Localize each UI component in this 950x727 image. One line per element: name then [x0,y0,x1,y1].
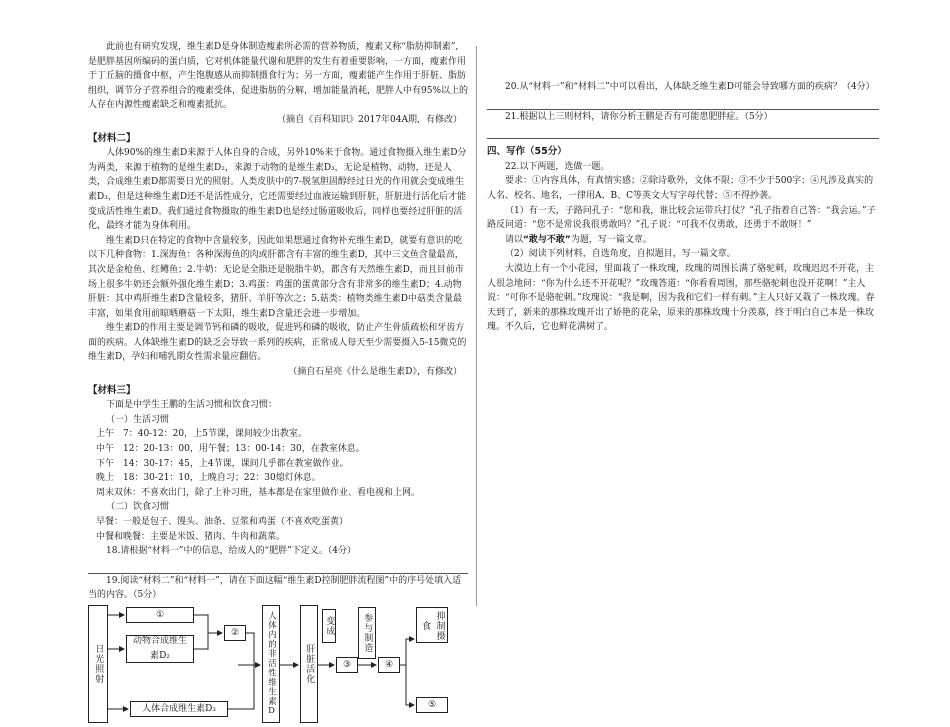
schedule-morning: 上午 7：40-12：20，上5节课，课间较少出教室。 [96,429,307,440]
flow-participate: 参与制造 [358,607,376,659]
writing-requirements: 要求：①内容具体，有真情实感；②除诗歌外，文体不限；③不少于500字；④凡涉及真实的人名、校名、地名，一律用A、B、C等英文大写字母代替；⑤不得抄袭。 [487,176,874,201]
flow-inactive-vitamin-d: 人体内的非活性维生素D [262,605,280,723]
schedule-weekend: 周末双休：不喜欢出门，除了上补习班，基本都是在家里做作业、看电视和上网。 [96,487,421,498]
arrow-to-inactive [228,665,260,709]
column-divider [476,46,477,606]
flow-sunlight: 日光照射 [88,605,108,723]
answer-line-20[interactable] [487,95,879,110]
schedule-noon: 中午 12：20-13：00，用午餐；13：00-14：30，在教室休息。 [96,444,365,455]
flow-box-5[interactable]: ⑤ [416,697,448,713]
material-one-text: 此前也有研究发现，维生素D是身体制造瘦素所必需的营养物质，瘦素又称“脂肪抑制素”，是肥胖基因所编码的蛋白质，它对机体能量代谢和肥胖的发生有着重要影响，一方面，瘦素作用于丁丘脑的摄食中枢，产生饱腹感从而抑制摄食行为；另一方面，瘦素能产生作用于肝脏、脂肪组织，调节分子营养组合的瘦素受体，促进脂肪的分解，增加能量消耗，肥胖人中有95%以上的人存在内源性瘦素缺乏和瘦素抵抗。 [88,42,469,111]
flow-box-4[interactable]: ④ [378,657,400,673]
flow-animal-synthesis: 动物合成维生素D₂ [126,635,194,663]
connector-animal [194,633,208,649]
flow-box-2[interactable]: ② [224,625,246,641]
topic-1-instruction-end: 为题，写一篇文章。 [570,234,652,245]
topic-1-instruction-start: 请以 [505,234,524,245]
source-note-1: （摘自《百科知识》2017年04A期，有修改） [277,114,462,125]
diet-lunch-dinner: 中餐和晚餐：主要是米饭、猪肉、牛肉和蔬菜。 [96,531,286,542]
material-three-heading: 【材料三】 [88,384,136,396]
answer-line-18[interactable] [88,559,468,574]
writing-section-heading: 四、写作（55分） [487,146,567,158]
schedule-evening: 晚上 18：30-21：10，上晚自习；22：30熄灯休息。 [96,473,321,484]
answer-line-21[interactable] [487,124,879,139]
flow-human-synthesis: 人体合成维生素D₃ [130,701,228,717]
right-column [487,40,879,335]
arrow-to-5 [406,665,414,705]
topic-2-material: 大漠边上有一个小花园，里面栽了一株玫瑰，玫瑰的周围长满了骆驼刺，玫瑰迟迟不开花，主人很急地问：“你为什么还不开花呢？”玫瑰答道：“你看看周围，那些骆驼刺也没开花啊！”主人说：“可你不是骆驼刺。”玫瑰说：“我是啊，因为我和它们一样有刺。”主人只好又栽了一株玫瑰。春天到了，新来的那株玫瑰开出了娇艳的花朵，原来的那株玫瑰十分羡慕，终于明白自己本是一株玫瑰。不久后，它也鲜花满树了。 [487,263,875,333]
diet-breakfast: 早餐：一般是包子、馒头、油条、豆浆和鸡蛋（不喜欢吃蛋黄） [96,517,349,527]
question-22: 22.以下两题，选做一题。 [505,161,610,172]
question-21: 21.根据以上三则材料，请你分析王鹏是否有可能患肥胖症。（5分） [505,111,773,122]
flow-box-3[interactable]: ③ [336,657,358,673]
flow-suppress-eating: 抑制摄食 [416,607,448,643]
topic-2-prompt: （2）阅读下列材料，自选角度，自拟题目，写一篇文章。 [505,249,736,260]
life-habits-heading: （一）生活习惯 [106,414,170,425]
flow-become: 变成 [322,609,336,643]
topic-1-instruction [487,233,879,248]
connector-1 [194,615,208,633]
left-column [88,40,468,727]
schedule-afternoon: 下午 14：30-17：45，上4节课，课间几乎都在教室做作业。 [96,458,349,469]
material-two-heading: 【材料二】 [88,132,136,144]
arrow-to-suppress [400,639,414,665]
question-20: 20.从“材料一”和“材料二”中可以看出，人体缺乏维生素D可能会导致哪方面的疾病？（4分） [505,82,875,92]
topic-1-prompt: （1）有一天，子路问孔子：“您和我，谁比较会运带兵打仗？”孔子指着自己答：“我会运。”子路反问道：“您不是常说我很勇敢吗？”孔子说：“可我不仅勇敢，还勇于不敢呀！” [487,205,876,231]
material-two-para-3: 维生素D的作用主要是调节钙和磷的吸收，促进钙和磷的吸收，防止产生骨质疏松和牙齿方面的疾病。人体缺维生素D的缺乏会导致一系列的疾病，正常成人每天至少需要摄入5-15微克的维生素D，孕妇和哺乳期女性需求量应翻倍。 [88,323,467,363]
material-two-para-2: 维生素D只在特定的食物中含量较多，因此如果想通过食物补充维生素D，就要有意识的吃以下几种食物：1.深海鱼：各种深海鱼的肉或肝都含有丰富的维生素D，其中三文鱼含量最高，其次是金枪鱼、红鳟鱼；2.牛奶：无论是全脂还是脱脂牛奶，都含有天然维生素D，而且目前市场上很多牛奶还会额外强化维生素D；3.鸡蛋：鸡蛋的蛋黄部分含有非常多的维生素D；4.动物肝脏：其中鸡肝维生素D含量较多，猪肝、羊肝等次之；5.菇类：植物类维生素D中菇类含量最丰富，如果食用前晾晒蘑菇一下太阳，维生素D含量还会进一步增加。 [88,235,464,319]
question-19: 19.阅读“材料二”和“材料一”，请在下面这幅“维生素D控制肥胖流程图”中的序号处填入适当的内容。（5分） [88,575,462,601]
vitamin-d-flowchart [88,605,468,727]
material-three-intro: 下面是中学生王鹏的生活习惯和饮食习惯： [106,400,278,411]
source-note-2: （摘自石星亮《什么是维生素D》，有修改） [288,367,462,378]
question-18: 18.请根据“材料一”中的信息，给成人的“肥胖”下定义。（4分） [106,546,356,557]
flow-box-1[interactable]: ① [126,607,194,623]
topic-1-title: “敢与不敢” [523,234,571,245]
flow-liver-activation: 肝脏活化 [300,605,318,723]
material-two-para-1: 人体90%的维生素D来源于人体自身的合成，另外10%来于食物。通过食物摄入维生素D分为两类，来源于植物的是维生素D₂，来源于动物的是维生素D₃，无论是植物、动物，还是人类，合成维生素D都需要日光的照射。人类皮肤中的7-脱氢胆固醇经过日光的作用就会变成维生素D₃，但是这种维生素D还不是活性成分，它还需要经过血液运输到肝脏，肝脏进行活化后才能变成活性维生素D。我们通过食物摄取的维生素D也是经过肠道吸收后，同样也要经过肝脏的活化，最终才能为身体利用。 [88,148,467,232]
diet-habits-heading: （二）饮食习惯 [106,502,170,513]
